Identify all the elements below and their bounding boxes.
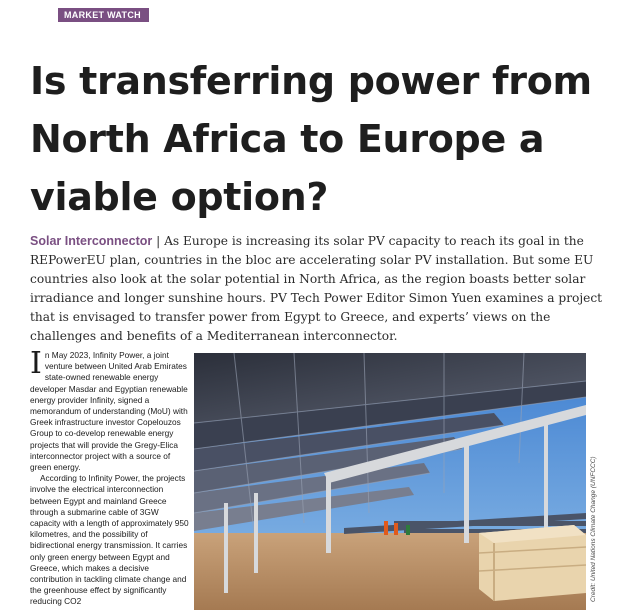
section-tag: MARKET WATCH	[58, 8, 149, 22]
body-paragraph-2: According to Infinity Power, the projects involve the electrical interconnection between Egypt and mainland Greece through a submarine cable of 3GW capacity with a length of approximately 950 kilometres, and the possibility of bidirectional energy transmission. It carries only green energy between Egypt and Greece, which makes a decisive contribution in tackling climate change and the greenhouse effect by significantly reducing CO2	[30, 473, 189, 607]
body-paragraph-1	[30, 346, 190, 473]
solar-farm-illustration	[194, 353, 586, 610]
article-headline: Is transferring power from North Africa to Europe a viable option?	[30, 59, 592, 219]
wooden-crate	[479, 525, 586, 601]
standfirst-kicker: Solar Interconnector	[30, 234, 153, 248]
body-column	[30, 346, 190, 608]
article-standfirst	[30, 232, 605, 346]
standfirst-separator: |	[152, 234, 165, 248]
drop-cap: I	[30, 346, 42, 381]
paragraph-1-text: n May 2023, Infinity Power, a joint venture between United Arab Emirates state-owned renewable energy developer Masdar and Egyptian renewable energy provider Infinity, signed a memorandum of understanding (MoU) with Greek infrastructure investor Copelouzos Group to co-develop renewable energy projects that will provide the Gregy-Elica interconnector project with a source of green energy.	[30, 350, 188, 473]
photo-credit: Credit: United Nations Climate Change (UNFCCC)	[590, 456, 597, 602]
standfirst-text: As Europe is increasing its solar PV capacity to reach its goal in the REPowerEU plan, countries in the bloc are accelerating solar PV installation. But some EU countries also look at the solar potential in North Africa, as the region boasts better solar irradiance and longer sunshine hours. PV Tech Power Editor Simon Yuen examines a project that is envisaged to transfer power from Egypt to Greece, and experts’ views on the challenges and benefits of a Mediterranean interconnector.	[30, 234, 603, 343]
solar-farm-photo	[194, 353, 586, 610]
